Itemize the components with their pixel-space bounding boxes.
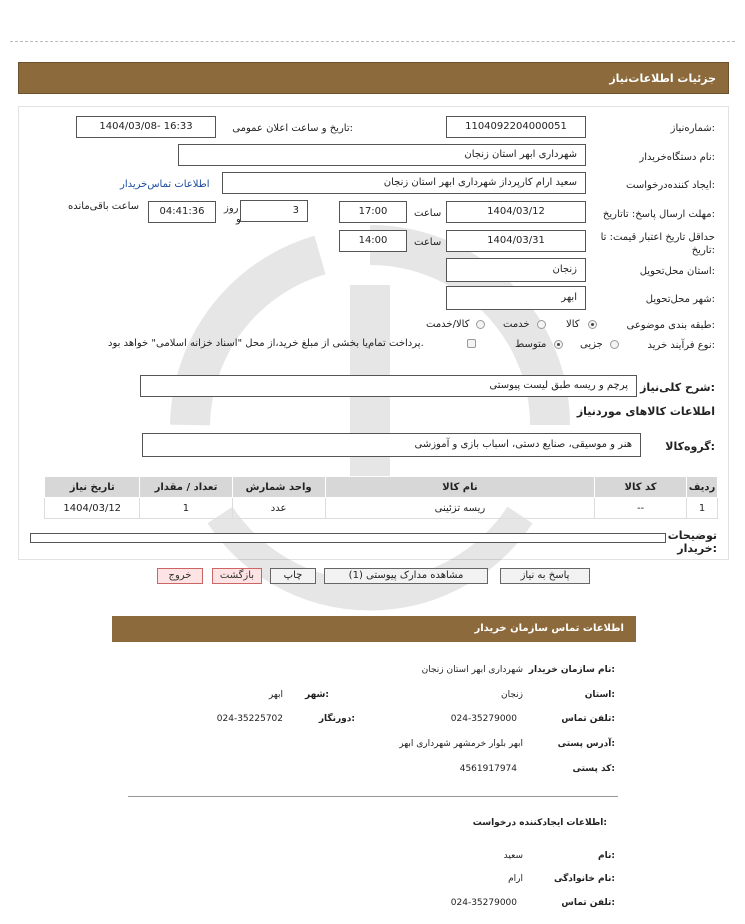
- days-field: 3: [240, 200, 308, 222]
- contact-org-label: نام سازمان خریدار:: [528, 665, 615, 675]
- cell-unit: عدد: [232, 498, 325, 519]
- buyer-notes-label: توضیحات خریدار:: [667, 529, 717, 555]
- cell-item-code: --: [595, 498, 687, 519]
- creator-label: ایجاد کننده‌درخواست:: [626, 180, 715, 191]
- buyer-org-field: شهرداری ابهر استان زنجان: [178, 144, 586, 166]
- exit-button[interactable]: خروج: [157, 568, 203, 584]
- attachments-button[interactable]: مشاهده مدارک پیوستی (1): [324, 568, 488, 584]
- contact-address-label: آدرس پستی:: [557, 739, 615, 749]
- details-title: جزئیات اطلاعات‌نیاز: [609, 72, 716, 85]
- category-radio-both[interactable]: [476, 320, 485, 329]
- category-option-both: کالا/خدمت: [426, 319, 470, 330]
- treasury-checkbox[interactable]: [467, 339, 476, 348]
- creator-name-label: نام:: [598, 851, 615, 861]
- contact-org-value: شهرداری ابهر استان زنجان: [421, 665, 523, 675]
- process-label: نوع فرآیند خرید:: [647, 340, 715, 351]
- col-unit: واحد شمارش: [232, 477, 325, 498]
- process-option-medium: متوسط: [515, 339, 547, 350]
- contact-postal-value: 4561917974: [459, 764, 517, 774]
- deadline-date-field: 1404/03/12: [446, 201, 586, 223]
- treasury-note: پرداخت تمام‌یا بخشی از مبلغ خرید،از محل "اسناد خزانه اسلامی" خواهد بود.: [108, 338, 424, 349]
- min-price-label: حداقل تاریخ اعتبار قیمت: تا تاریخ:: [600, 232, 715, 256]
- category-label: طبقه بندی موضوعی:: [626, 320, 715, 331]
- city-label: شهر محل‌تحویل:: [645, 294, 715, 305]
- goods-table-header-row: [45, 477, 718, 498]
- contact-fax-value: 024-35225702: [216, 714, 283, 724]
- buyer-org-label: نام دستگاه‌خریدار:: [639, 152, 715, 163]
- goods-group-label: گروه‌کالا:: [665, 440, 715, 453]
- deadline-time-label: ساعت: [414, 208, 442, 219]
- summary-field: پرچم و ریسه طبق لیست پیوستی: [140, 375, 637, 397]
- creator-name-value: سعید: [503, 851, 523, 861]
- back-button[interactable]: بازگشت: [212, 568, 262, 584]
- contact-postal-label: کد پستی:: [572, 764, 615, 774]
- details-header: [18, 62, 729, 94]
- cell-row: 1: [687, 498, 718, 519]
- summary-label: شرح کلی‌نیاز:: [640, 381, 715, 394]
- day-label: روز: [224, 203, 239, 214]
- min-price-date-field: 1404/03/31: [446, 230, 586, 252]
- col-item-code: کد کالا: [595, 477, 687, 498]
- category-radio-service[interactable]: [537, 320, 546, 329]
- min-price-time-field: 14:00: [339, 230, 407, 252]
- category-option-service: خدمت: [503, 319, 530, 330]
- process-option-minor: جزیی: [580, 339, 603, 350]
- deadline-label: مهلت ارسال پاسخ: تاتاریخ:: [602, 209, 715, 220]
- province-label: استان محل‌تحویل:: [639, 266, 715, 277]
- need-number-field: 1104092204000051: [446, 116, 586, 138]
- goods-table: [44, 476, 718, 519]
- min-price-time-label: ساعت: [414, 237, 442, 248]
- category-option-goods: کالا: [566, 319, 580, 330]
- contact-city-value: ابهر: [268, 690, 283, 700]
- creator-phone-label: تلفن تماس:: [561, 898, 615, 908]
- contact-city-label: شهر:: [305, 690, 329, 700]
- contact-phone-value: 024-35279000: [450, 714, 517, 724]
- contact-province-label: استان:: [584, 690, 615, 700]
- remaining-field: 04:41:36: [148, 201, 216, 223]
- contact-phone-label: تلفن تماس:: [561, 714, 615, 724]
- process-radio-medium[interactable]: [554, 340, 563, 349]
- process-radio-minor[interactable]: [610, 340, 619, 349]
- creator-field: سعید ارام کارپرداز شهرداری ابهر استان زنجان: [222, 172, 586, 194]
- buyer-contact-link[interactable]: اطلاعات تماس‌خریدار: [120, 179, 210, 190]
- remaining-label: ساعت باقی‌مانده: [68, 201, 140, 212]
- col-item-name: نام کالا: [325, 477, 594, 498]
- deadline-time-field: 17:00: [339, 201, 407, 223]
- creator-section-title: اطلاعات ایجادکننده درخواست:: [472, 818, 607, 828]
- province-field: زنجان: [446, 258, 586, 282]
- cell-quantity: 1: [140, 498, 232, 519]
- goods-info-label: اطلاعات کالاهای موردنیاز: [576, 405, 715, 418]
- col-quantity: تعداد / مقدار: [140, 477, 232, 498]
- need-number-label: شماره‌نیاز:: [670, 123, 715, 134]
- cell-item-name: ریسه تزئینی: [325, 498, 594, 519]
- goods-group-field: هنر و موسیقی، صنایع دستی، اسباب بازی و آموزشی: [142, 433, 641, 457]
- creator-family-label: نام خانوادگی:: [553, 874, 615, 884]
- city-field: ابهر: [446, 286, 586, 310]
- contact-address-value: ابهر بلوار خرمشهر شهرداری ابهر: [399, 739, 523, 749]
- category-radio-goods[interactable]: [588, 320, 597, 329]
- print-button[interactable]: چاپ: [270, 568, 316, 584]
- and-label: و: [236, 214, 241, 225]
- col-row: ردیف: [687, 477, 718, 498]
- col-need-date: تاریخ نیاز: [45, 477, 140, 498]
- contact-fax-label: دورنگار:: [318, 714, 355, 724]
- contact-divider: [128, 796, 618, 797]
- contact-header: [112, 616, 636, 642]
- contact-province-value: زنجان: [500, 690, 523, 700]
- top-divider: [10, 41, 735, 42]
- cell-need-date: 1404/03/12: [45, 498, 140, 519]
- reply-button[interactable]: پاسخ به نیاز: [500, 568, 590, 584]
- contact-title: اطلاعات تماس سازمان خریدار: [474, 623, 624, 634]
- announce-label: تاریخ و ساعت اعلان عمومی:: [232, 123, 353, 134]
- announce-field: 1404/03/08- 16:33: [76, 116, 216, 138]
- creator-family-value: ارام: [508, 874, 523, 884]
- creator-phone-value: 024-35279000: [450, 898, 517, 908]
- table-row: [45, 498, 718, 519]
- buyer-notes-field: [30, 533, 666, 543]
